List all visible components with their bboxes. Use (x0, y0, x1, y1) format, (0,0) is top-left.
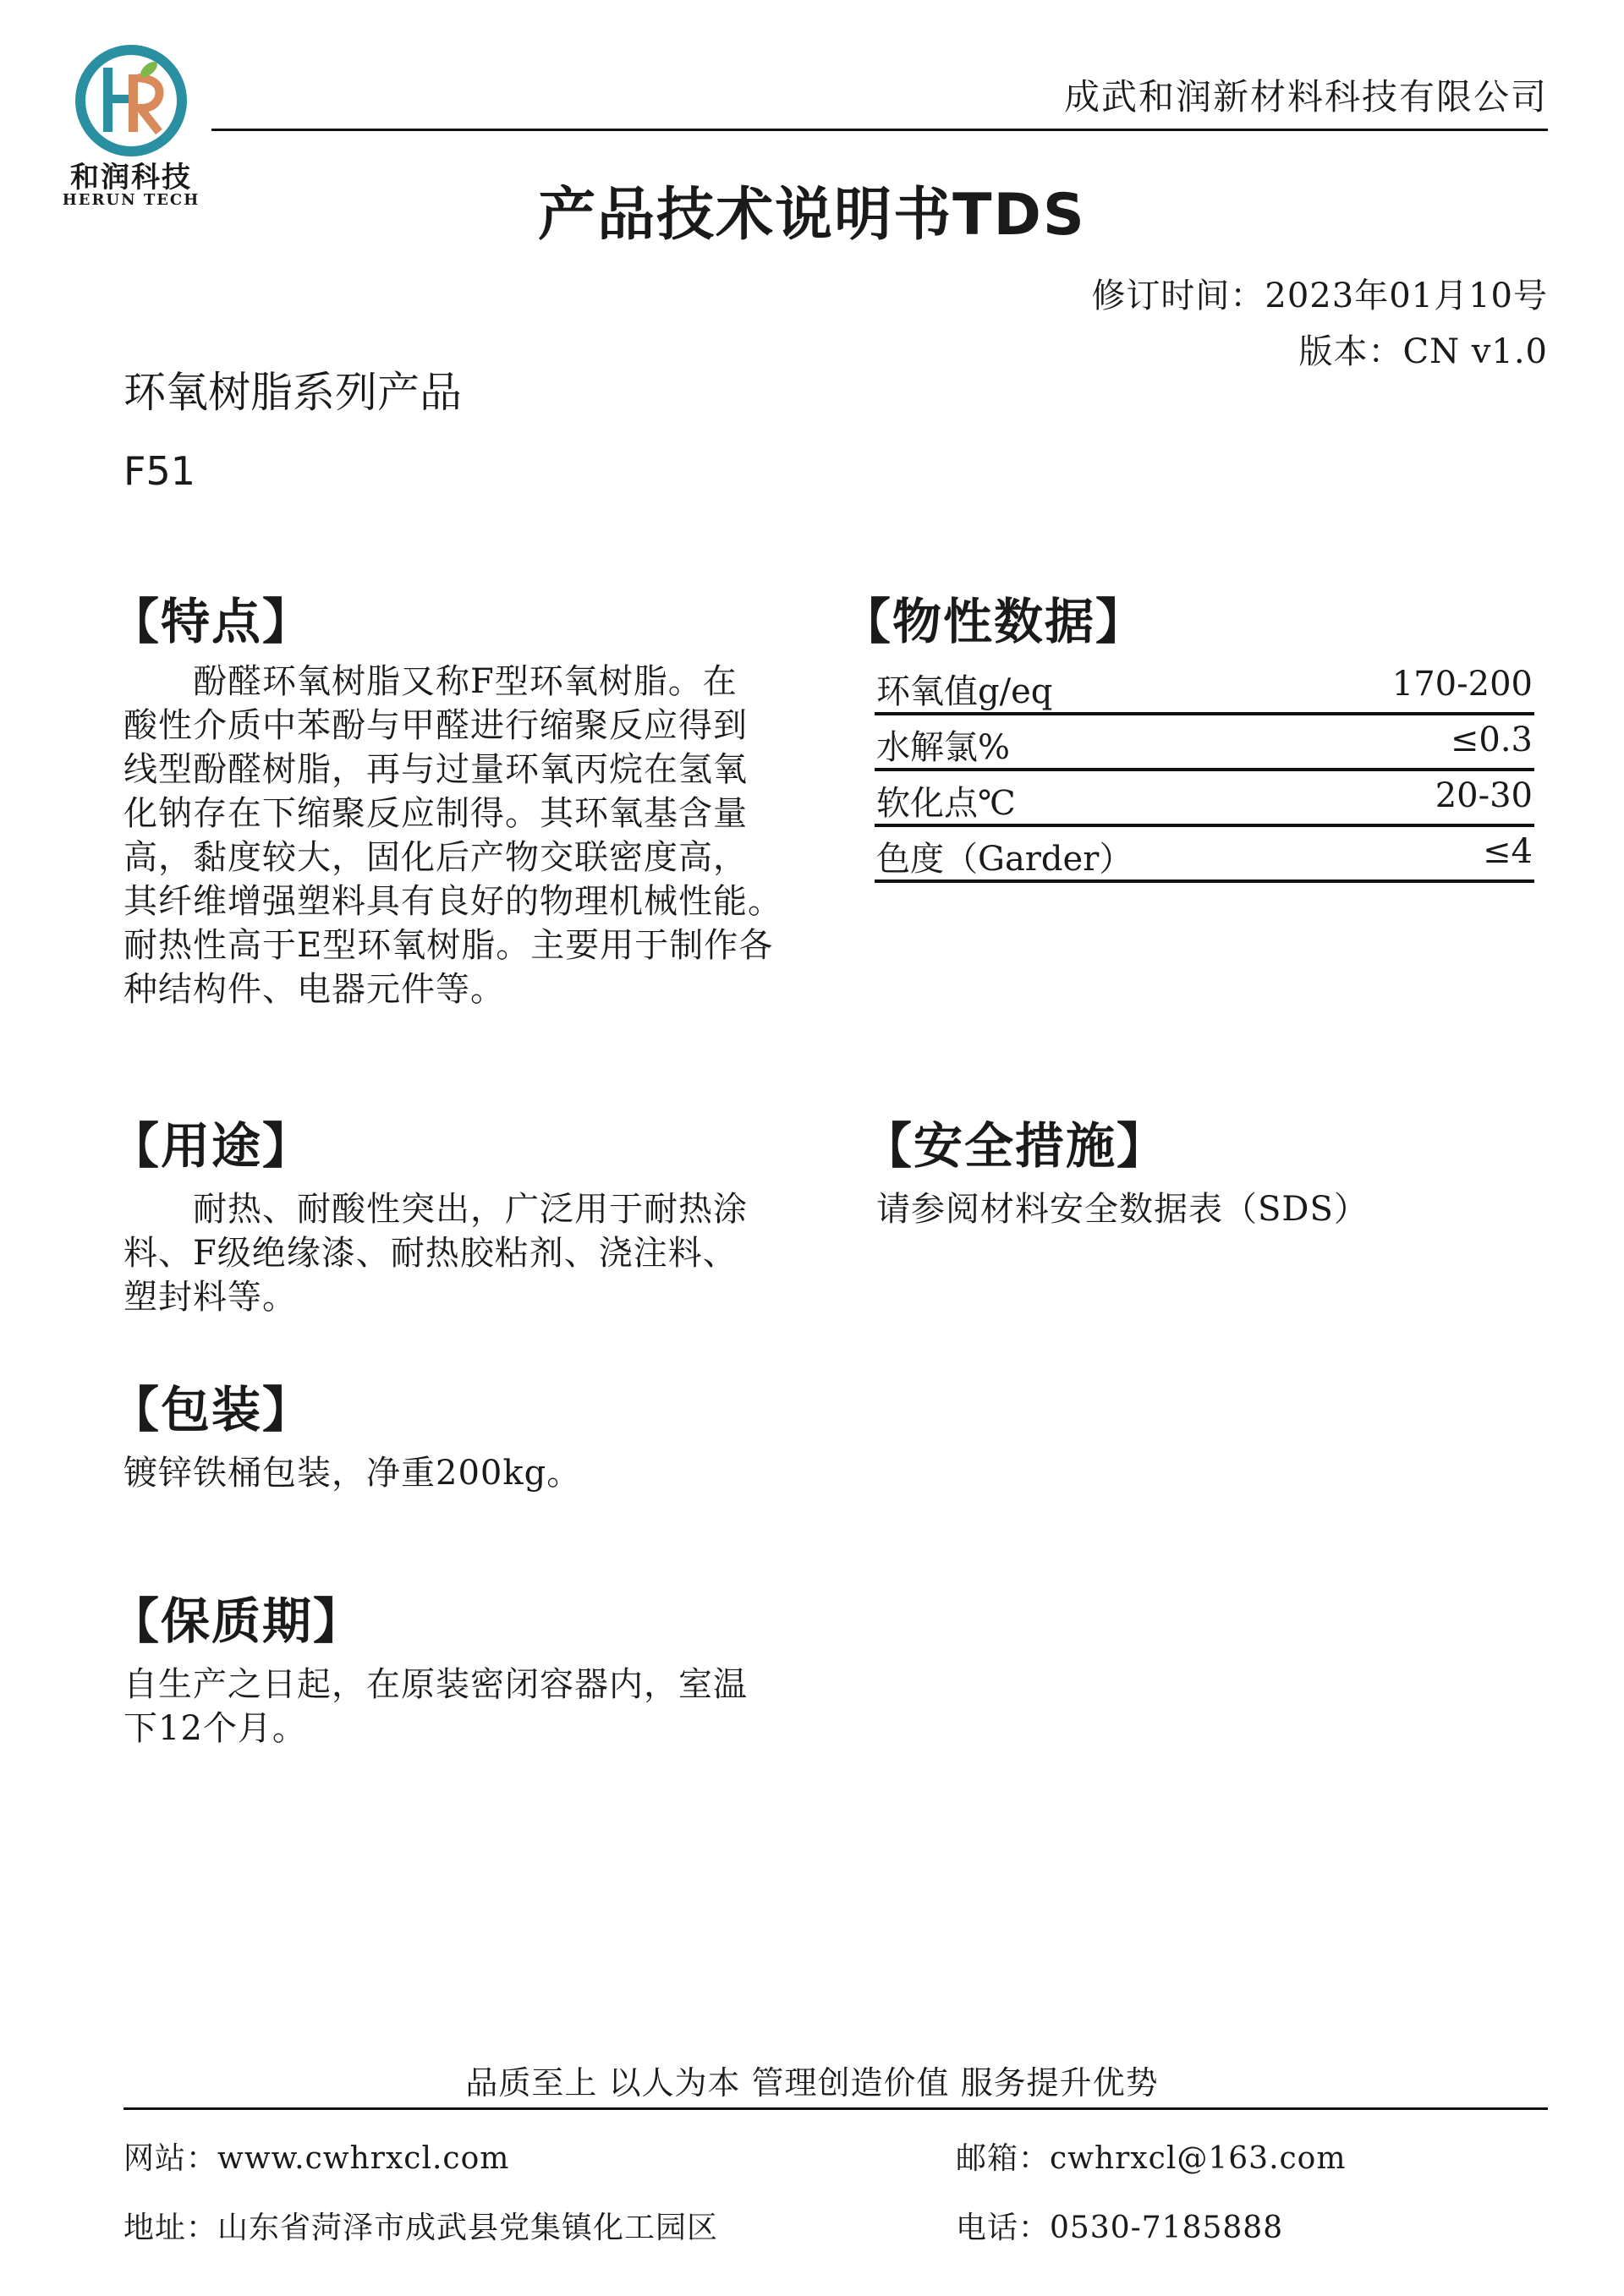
herun-logo-icon (71, 41, 191, 161)
usage-line: 耐热、耐酸性突出，广泛用于耐热涂 (123, 1190, 748, 1229)
product-code: F51 (123, 448, 195, 494)
property-row (875, 660, 1534, 715)
logo-name-en: HERUN TECH (62, 191, 200, 209)
features-line: 种结构件、电器元件等。 (123, 970, 505, 1009)
company-name: 成武和润新材料科技有限公司 (1063, 76, 1548, 118)
usage-text (123, 1187, 868, 1319)
features-line: 酸性介质中苯酚与甲醛进行缩聚反应得到 (123, 706, 748, 745)
properties-table (875, 660, 1534, 883)
property-value: 20-30 (1435, 776, 1533, 815)
header-divider (211, 129, 1548, 131)
features-line: 线型酚醛树脂，再与过量环氧丙烷在氢氧 (123, 750, 748, 789)
product-series: 环氧树脂系列产品 (123, 368, 462, 417)
logo-letter-r-stem (129, 74, 138, 132)
property-name: 软化点℃ (876, 784, 1016, 823)
safety-text: 请参阅材料安全数据表（SDS） (876, 1190, 1369, 1229)
usage-heading: 【用途】 (110, 1117, 314, 1175)
property-row (875, 827, 1534, 883)
footer-address: 地址：山东省菏泽市成武县党集镇化工园区 (123, 2211, 719, 2245)
safety-heading: 【安全措施】 (863, 1117, 1168, 1175)
features-heading: 【特点】 (110, 593, 314, 650)
features-line: 耐热性高于E型环氧树脂。主要用于制作各 (123, 926, 774, 965)
shelf-life-heading: 【保质期】 (110, 1592, 365, 1650)
property-value: 170-200 (1391, 665, 1533, 704)
usage-line: 塑封料等。 (123, 1278, 297, 1317)
footer-slogan: 品质至上 以人为本 管理创造价值 服务提升优势 (465, 2064, 1159, 2101)
logo-letter-r-bowl (138, 78, 159, 132)
revision-date: 修订时间：2023年01月10号 (1091, 277, 1548, 315)
features-line: 高，黏度较大，固化后产物交联密度高， (123, 838, 748, 877)
footer-email: 邮箱：cwhrxcl@163.com (956, 2141, 1347, 2176)
shelf-life-line: 下12个月。 (123, 1709, 307, 1748)
property-value: ≤0.3 (1450, 721, 1533, 759)
packaging-heading: 【包装】 (110, 1381, 314, 1438)
features-line: 其纤维增强塑料具有良好的物理机械性能。 (123, 882, 782, 921)
footer-phone: 电话：0530-7185888 (956, 2211, 1284, 2245)
property-row (875, 715, 1534, 771)
shelf-life-line: 自生产之日起，在原装密闭容器内，室温 (123, 1665, 748, 1704)
property-name: 水解氯% (876, 728, 1011, 767)
document-title: 产品技术说明书TDS (538, 182, 1086, 249)
features-line: 酚醛环氧树脂又称F型环氧树脂。在 (123, 662, 738, 701)
properties-heading: 【物性数据】 (842, 593, 1147, 650)
usage-line: 料、F级绝缘漆、耐热胶粘剂、浇注料、 (123, 1234, 738, 1273)
features-text (123, 660, 868, 1011)
logo-name-cn: 和润科技 (70, 161, 192, 195)
footer-divider (123, 2107, 1548, 2110)
packaging-text: 镀锌铁桶包装，净重200kg。 (123, 1454, 582, 1493)
property-name: 环氧值g/eq (876, 672, 1053, 711)
property-name: 色度（Garder） (876, 840, 1133, 879)
footer-website: 网站：www.cwhrxcl.com (123, 2141, 510, 2176)
features-line: 化钠存在下缩聚反应制得。其环氧基含量 (123, 794, 748, 833)
property-value: ≤4 (1483, 832, 1533, 871)
version: 版本：CN v1.0 (1298, 332, 1548, 371)
property-row (875, 771, 1534, 827)
shelf-life-text (123, 1663, 868, 1751)
